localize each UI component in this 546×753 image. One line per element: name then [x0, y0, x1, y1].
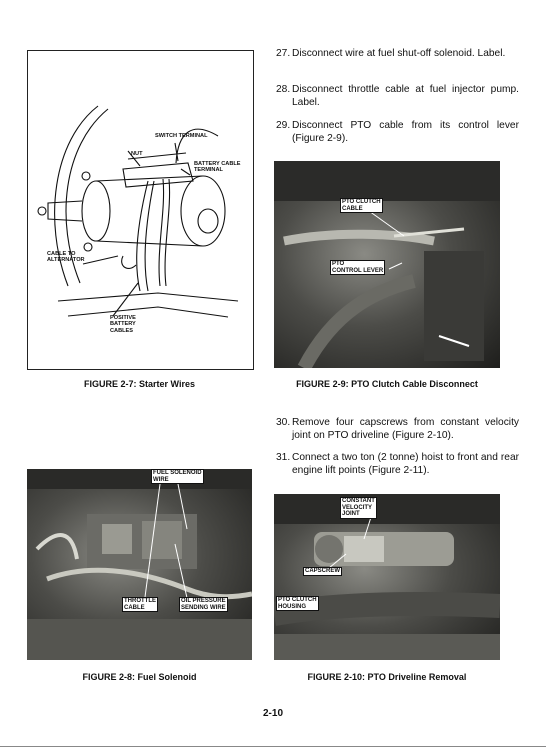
figure-2-8-photo — [27, 469, 252, 660]
label-throttle-cable: THROTTLE CABLE — [124, 598, 156, 611]
step-30 — [276, 417, 519, 445]
step-number: 27. — [276, 48, 291, 59]
label-pto-control-lever: PTO CONTROL LEVER — [332, 261, 384, 274]
page-number: 2-10 — [262, 708, 283, 719]
step-number: 28. — [276, 84, 291, 95]
step-28 — [276, 84, 519, 112]
figure-2-9-photo — [274, 161, 500, 368]
step-number: 29. — [276, 120, 291, 131]
step-text: Connect a two ton (2 tonne) hoist to front and rear engine lift points (Figure 2-11). — [292, 452, 519, 476]
label-pto-clutch-housing: PTO CLUTCH HOUSING — [278, 597, 317, 610]
step-text: Disconnect throttle cable at fuel injector pump. Label. — [292, 84, 519, 108]
pto-driveline-photo-art — [274, 494, 500, 660]
step-text: Disconnect wire at fuel shut-off solenoid. Label. — [292, 48, 506, 59]
figure-2-10-photo — [274, 494, 500, 660]
label-constant-velocity-joint: CONSTANT VELOCITY JOINT — [342, 498, 375, 517]
step-number: 31. — [276, 452, 291, 463]
figure-2-8-caption: FIGURE 2-8: Fuel Solenoid — [82, 672, 197, 682]
label-positive-battery-cables: POSITIVE BATTERY CABLES — [110, 315, 136, 334]
label-fuel-solenoid-wire: FUEL SOLENOID WIRE — [153, 470, 202, 483]
starter-drawing — [28, 51, 253, 369]
step-29 — [276, 120, 519, 148]
label-switch-terminal: SWITCH TERMINAL — [155, 133, 208, 139]
label-oil-pressure-sending-wire: OIL PRESSURE SENDING WIRE — [181, 598, 226, 611]
label-cable-to-alternator: CABLE TO ALTERNATOR — [47, 251, 85, 264]
label-capscrew: CAPSCREW — [305, 568, 341, 574]
page-bottom-rule — [0, 746, 546, 747]
figure-2-7-box — [27, 50, 254, 370]
figure-2-9-caption: FIGURE 2-9: PTO Clutch Cable Disconnect — [296, 379, 478, 389]
pto-clutch-photo-art — [274, 161, 500, 368]
label-pto-clutch-cable: PTO CLUTCH CABLE — [342, 199, 381, 212]
label-nut: NUT — [131, 151, 143, 157]
label-battery-cable-terminal: BATTERY CABLE TERMINAL — [194, 161, 241, 174]
step-text: Disconnect PTO cable from its control lever (Figure 2-9). — [292, 120, 519, 144]
step-number: 30. — [276, 417, 291, 428]
figure-2-7-caption: FIGURE 2-7: Starter Wires — [84, 379, 195, 389]
fuel-solenoid-photo-art — [27, 469, 252, 660]
step-31 — [276, 452, 519, 480]
step-text: Remove four capscrews from constant velocity joint on PTO driveline (Figure 2-10). — [292, 417, 519, 441]
step-27 — [276, 48, 519, 76]
figure-2-10-caption: FIGURE 2-10: PTO Driveline Removal — [307, 672, 467, 682]
